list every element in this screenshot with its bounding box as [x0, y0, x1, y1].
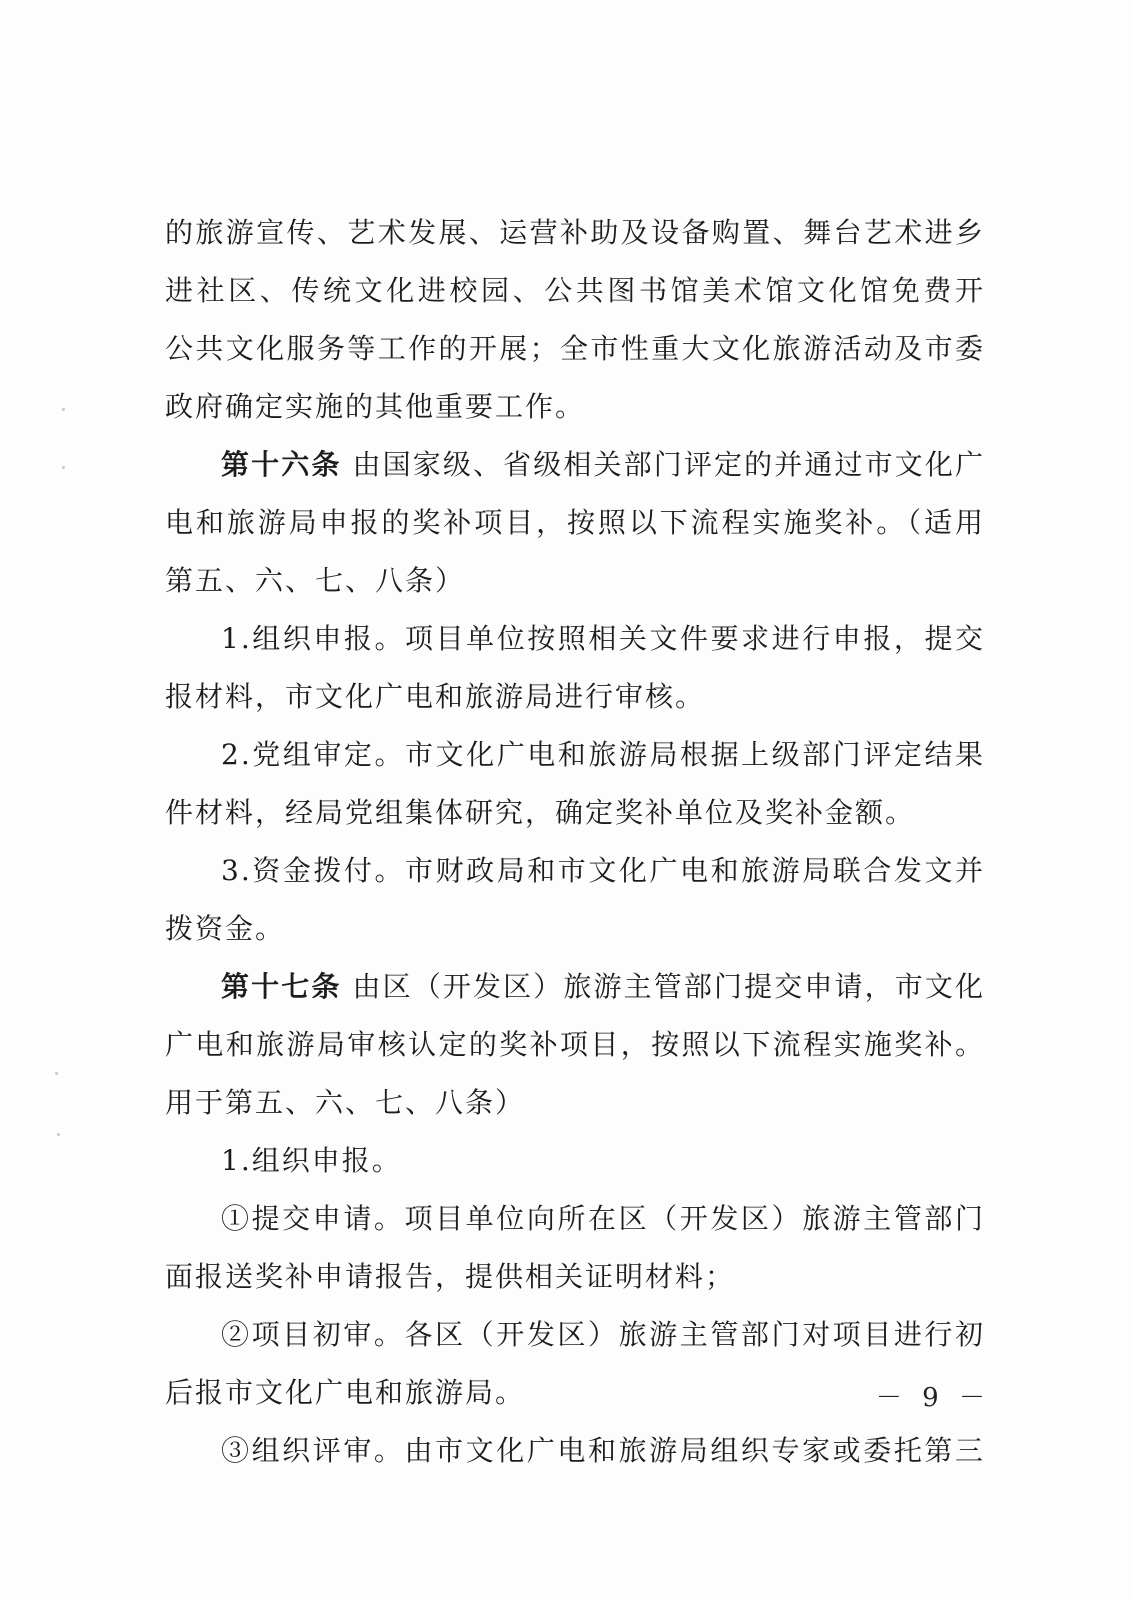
text-line: 公共文化服务等工作的开展；全市性重大文化旅游活动及市委 — [165, 332, 985, 365]
step-line: 1.组织申报。项目单位按照相关文件要求进行申报，提交 — [221, 622, 985, 655]
article-17-line — [165, 958, 985, 1016]
scan-speck — [62, 466, 65, 469]
text-line: 第五、六、七、八条） — [165, 564, 466, 597]
substep-line: ③组织评审。由市文化广电和旅游局组织专家或委托第三 — [221, 1434, 985, 1467]
scan-speck — [55, 1072, 58, 1075]
text-line: 政府确定实施的其他重要工作。 — [165, 390, 586, 423]
article-16-heading: 第十六条 — [221, 448, 342, 481]
substep-line: ①提交申请。项目单位向所在区（开发区）旅游主管部门 — [221, 1202, 985, 1235]
step-line: 1.组织申报。 — [221, 1144, 402, 1177]
article-16-line — [165, 436, 985, 494]
text-line: 后报市文化广电和旅游局。 — [165, 1376, 526, 1409]
page-number: － 9 － — [875, 1383, 991, 1413]
step-line: 3.资金拨付。市财政局和市文化广电和旅游局联合发文并 — [221, 854, 985, 887]
text-line: 件材料，经局党组集体研究，确定奖补单位及奖补金额。 — [165, 796, 916, 829]
text-line: 广电和旅游局审核认定的奖补项目，按照以下流程实施奖补。 — [165, 1028, 985, 1061]
document-body — [165, 204, 985, 1480]
substep-line: ②项目初审。各区（开发区）旅游主管部门对项目进行初 — [221, 1318, 985, 1351]
text-line: 进社区、传统文化进校园、公共图书馆美术馆文化馆免费开 — [165, 274, 985, 307]
step-line: 2.党组审定。市文化广电和旅游局根据上级部门评定结果 — [221, 738, 985, 771]
article-17-text: 由区（开发区）旅游主管部门提交申请，市文化 — [352, 970, 985, 1003]
article-17-heading: 第十七条 — [221, 970, 342, 1003]
text-line: 电和旅游局申报的奖补项目，按照以下流程实施奖补。（适用 — [165, 506, 985, 539]
text-line: 用于第五、六、七、八条） — [165, 1086, 526, 1119]
article-16-text: 由国家级、省级相关部门评定的并通过市文化广 — [352, 448, 985, 481]
text-line: 报材料，市文化广电和旅游局进行审核。 — [165, 680, 706, 713]
scan-speck — [62, 408, 65, 411]
text-line: 面报送奖补申请报告，提供相关证明材料； — [165, 1260, 736, 1293]
scan-speck — [57, 1133, 60, 1136]
text-line: 拨资金。 — [165, 912, 286, 945]
text-line: 的旅游宣传、艺术发展、运营补助及设备购置、舞台艺术进乡 — [165, 216, 985, 249]
